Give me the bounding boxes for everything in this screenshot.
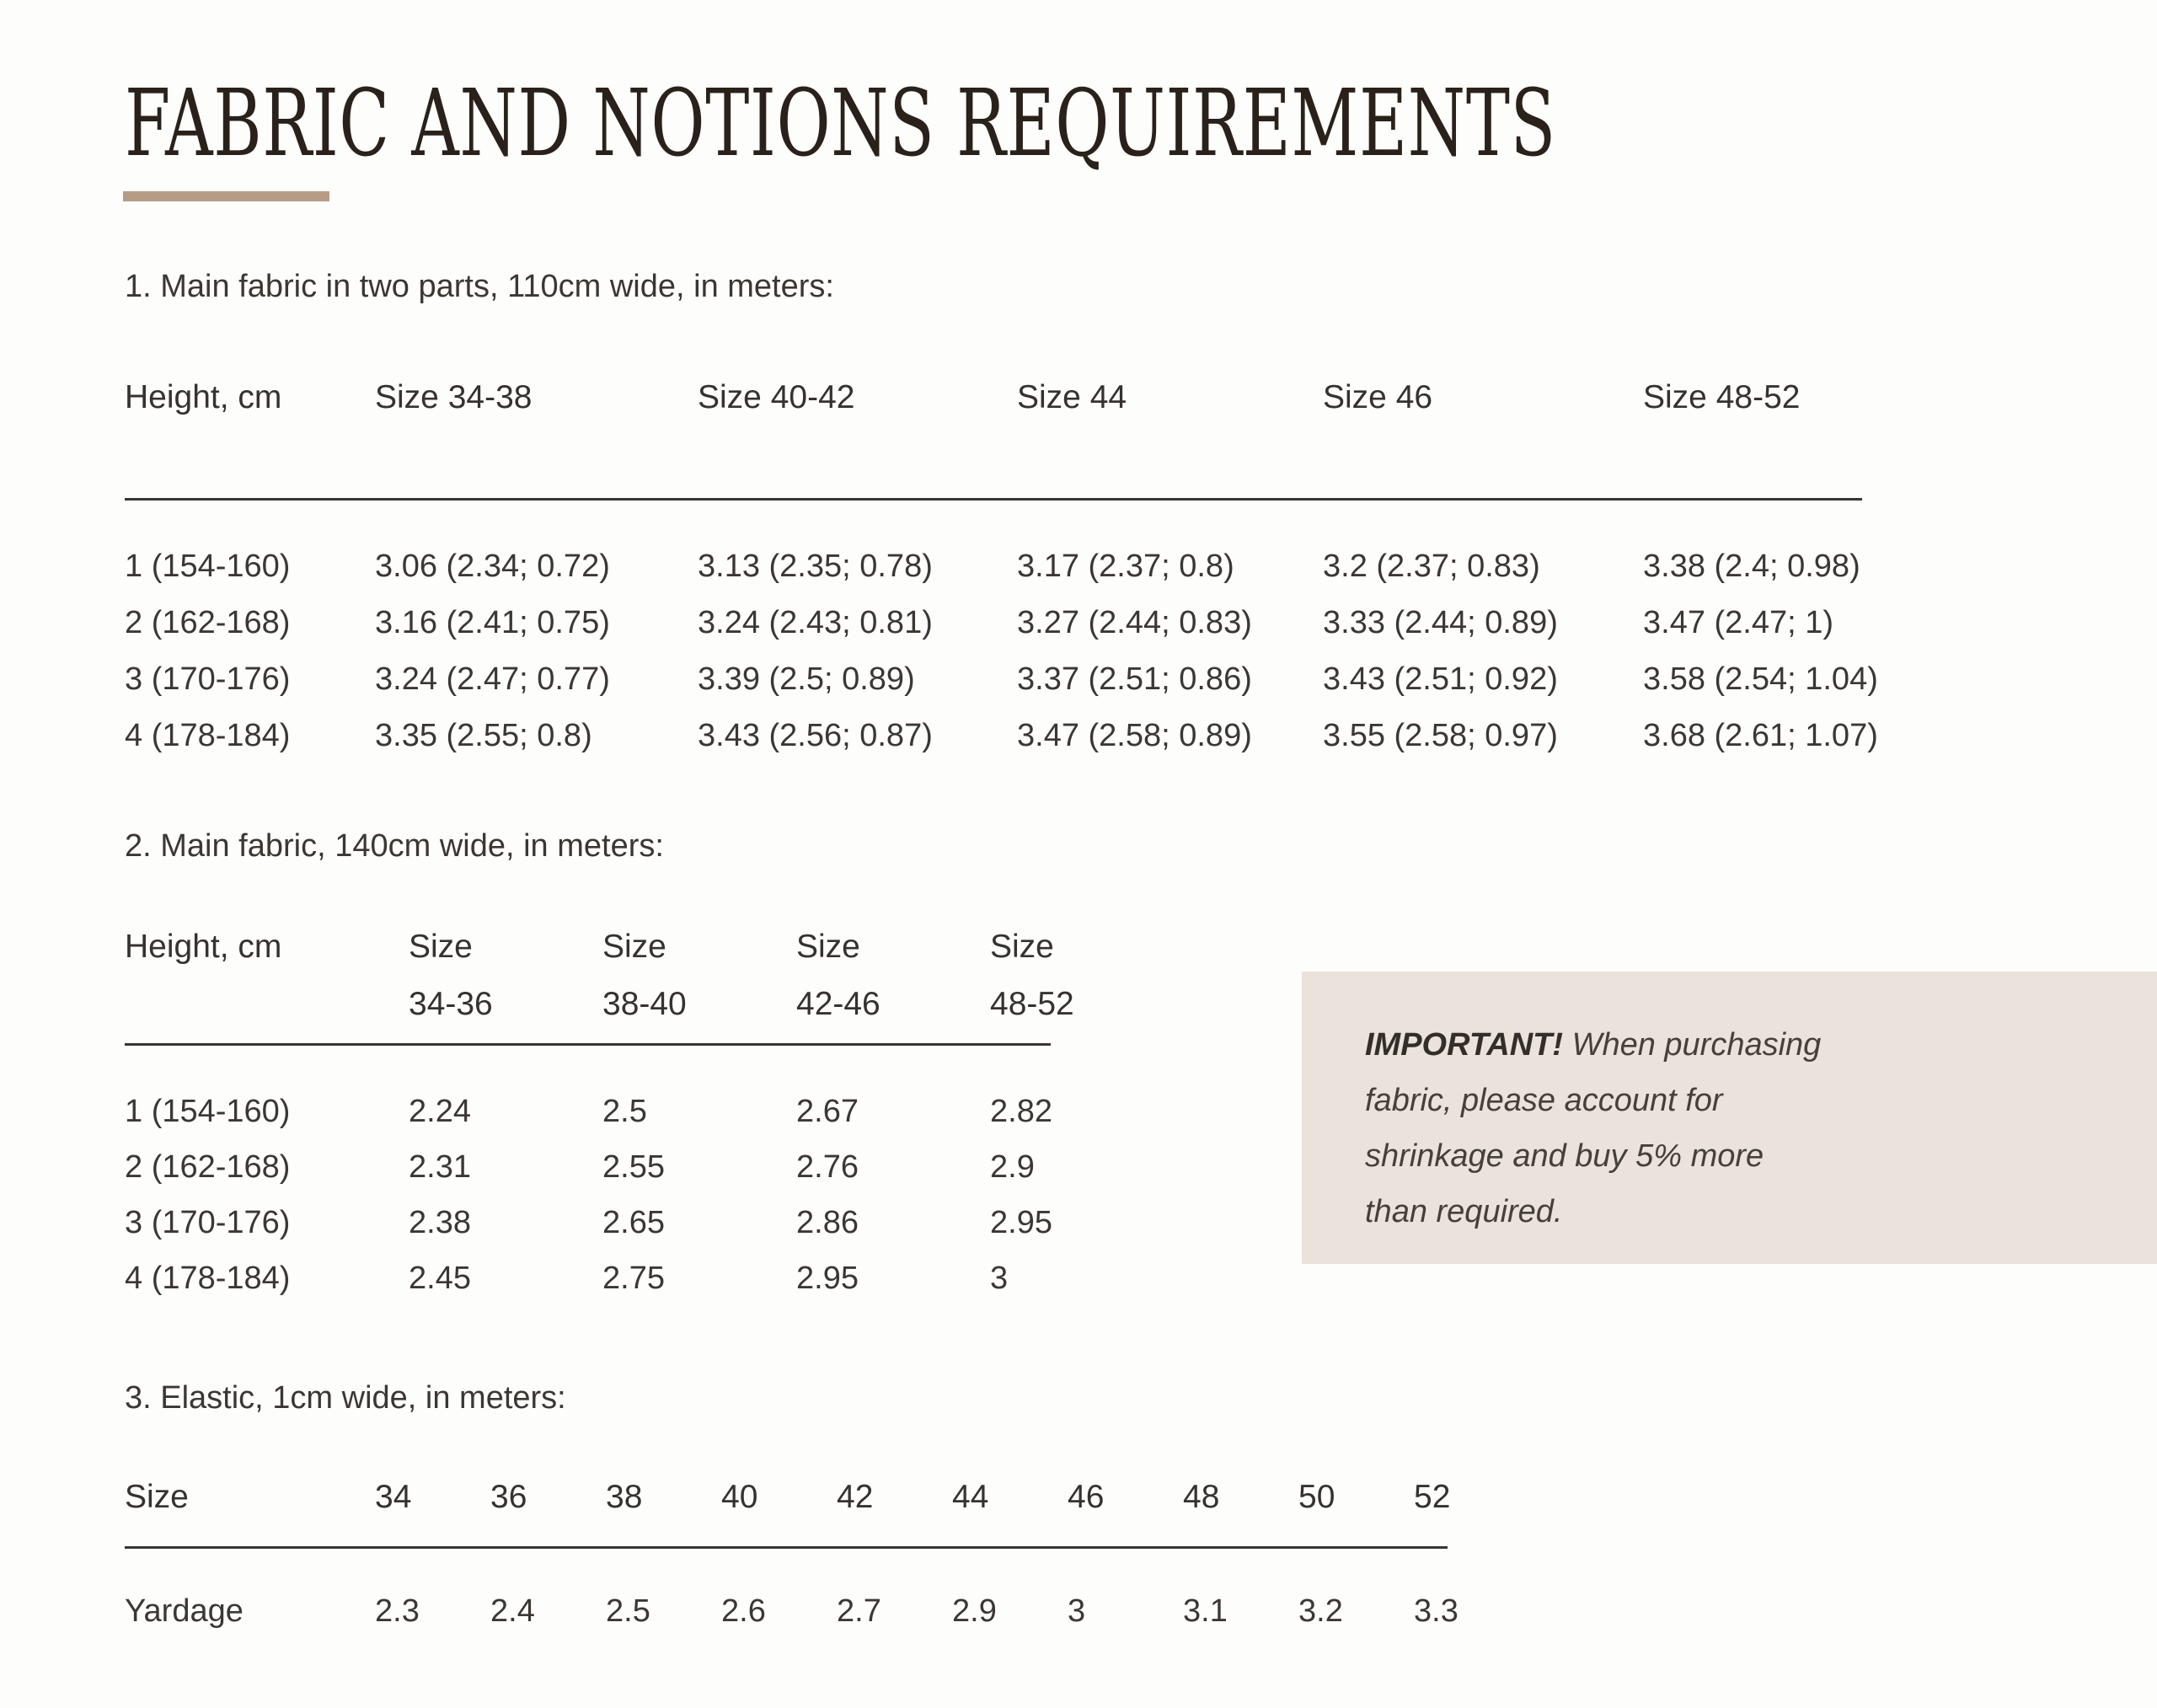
table-cell: 3.39 (2.5; 0.89)	[698, 661, 915, 697]
table-cell: 3.35 (2.55; 0.8)	[375, 718, 592, 753]
table-cell: 3.55 (2.58; 0.97)	[1323, 718, 1558, 753]
fabric-table-140cm	[125, 918, 1116, 1306]
section-1-heading: 1. Main fabric in two parts, 110cm wide, in meters:	[125, 269, 834, 304]
table-cell: 2.95	[796, 1261, 859, 1296]
spacer	[125, 501, 1934, 538]
title-accent-bar	[123, 191, 329, 201]
row-label: Yardage	[125, 1593, 244, 1629]
spacer	[125, 1549, 1529, 1583]
table-cell: 2.82	[990, 1094, 1052, 1129]
table-cell: 3.06 (2.34; 0.72)	[375, 549, 610, 584]
fabric-table-110cm	[125, 379, 1934, 764]
table-cell: 3.43 (2.56; 0.87)	[698, 718, 933, 753]
size-range: 42-46	[796, 986, 880, 1022]
table-cell: 2.9	[990, 1149, 1035, 1185]
table-cell: 3.58 (2.54; 1.04)	[1643, 661, 1878, 697]
size-column-header: 42	[837, 1479, 874, 1515]
table-cell: 3.47 (2.47; 1)	[1643, 605, 1834, 640]
row-label: 3 (170-176)	[125, 661, 291, 697]
column-header: Size 46	[1323, 379, 1433, 415]
column-header: Height, cm	[125, 929, 282, 965]
table-cell: 2.55	[602, 1149, 665, 1185]
yardage-value: 3.2	[1298, 1593, 1343, 1629]
row-label: 4 (178-184)	[125, 1261, 291, 1296]
size-word: Size	[602, 929, 666, 965]
column-header: Size 44	[1017, 379, 1127, 415]
note-line	[1365, 1017, 2056, 1073]
column-header: Size 34-38	[375, 379, 533, 415]
table-cell: 3.47 (2.58; 0.89)	[1017, 718, 1252, 753]
note-line: fabric, please account for	[1365, 1083, 1723, 1118]
table-cell: 3.37 (2.51; 0.86)	[1017, 661, 1252, 697]
size-range: 38-40	[602, 986, 687, 1022]
column-header	[990, 918, 1116, 1033]
section-2-heading: 2. Main fabric, 140cm wide, in meters:	[125, 828, 664, 864]
table-cell: 2.31	[409, 1149, 471, 1185]
table-cell: 3.33 (2.44; 0.89)	[1323, 605, 1558, 640]
table-cell: 2.76	[796, 1149, 859, 1185]
table-cell: 3.17 (2.37; 0.8)	[1017, 549, 1234, 584]
row-label: 1 (154-160)	[125, 1094, 291, 1129]
table-cell: 2.45	[409, 1261, 471, 1296]
note-label: IMPORTANT!	[1365, 1027, 1564, 1063]
table-cell: 2.65	[602, 1205, 665, 1240]
size-column-header: 48	[1183, 1479, 1220, 1515]
column-header	[409, 918, 602, 1033]
table-cell: 3.2 (2.37; 0.83)	[1323, 549, 1540, 584]
table-cell: 3.24 (2.47; 0.77)	[375, 661, 610, 697]
size-column-header: 40	[721, 1479, 758, 1515]
note-text: When purchasing	[1571, 1027, 1822, 1063]
table-cell: 2.38	[409, 1205, 471, 1240]
table-cell: 2.75	[602, 1261, 665, 1296]
size-word: Size	[990, 929, 1054, 965]
yardage-value: 2.9	[952, 1593, 997, 1629]
table-cell: 3.16 (2.41; 0.75)	[375, 605, 610, 640]
page-title: FABRIC AND NOTIONS REQUIREMENTS	[125, 69, 1556, 177]
note-line: shrinkage and buy 5% more	[1365, 1138, 1764, 1174]
column-header: Size 40-42	[698, 379, 855, 415]
yardage-value: 3	[1068, 1593, 1086, 1629]
yardage-value: 2.4	[490, 1593, 535, 1629]
yardage-value: 2.5	[606, 1593, 650, 1629]
spacer	[125, 1046, 1116, 1084]
row-label: 2 (162-168)	[125, 1149, 291, 1185]
table-cell: 3.68 (2.61; 1.07)	[1643, 718, 1878, 753]
table-cell: 3.43 (2.51; 0.92)	[1323, 661, 1558, 697]
table-cell: 3.13 (2.35; 0.78)	[698, 549, 933, 584]
row-label: 4 (178-184)	[125, 718, 291, 753]
size-range: 48-52	[990, 986, 1074, 1022]
column-header	[602, 918, 796, 1033]
column-header	[796, 918, 990, 1033]
size-column-header: 36	[490, 1479, 527, 1515]
yardage-value: 2.6	[721, 1593, 766, 1629]
size-range: 34-36	[409, 986, 493, 1022]
table-cell: 2.5	[602, 1094, 647, 1129]
important-note-box	[1302, 972, 2157, 1264]
yardage-value: 3.3	[1414, 1593, 1459, 1629]
size-column-header: 34	[375, 1479, 412, 1515]
row-label: 1 (154-160)	[125, 549, 291, 584]
row-header: Size	[125, 1479, 189, 1515]
table-cell: 3.24 (2.43; 0.81)	[698, 605, 933, 640]
size-column-header: 38	[606, 1479, 643, 1515]
size-column-header: 44	[952, 1479, 989, 1515]
column-header: Height, cm	[125, 379, 282, 415]
table-cell: 3	[990, 1261, 1009, 1296]
yardage-value: 2.7	[837, 1593, 881, 1629]
table-cell: 2.86	[796, 1205, 859, 1240]
size-word: Size	[409, 929, 473, 965]
size-column-header: 46	[1068, 1479, 1105, 1515]
table-cell: 2.24	[409, 1094, 471, 1129]
section-3-heading: 3. Elastic, 1cm wide, in meters:	[125, 1380, 566, 1416]
table-cell: 3.27 (2.44; 0.83)	[1017, 605, 1252, 640]
row-label: 2 (162-168)	[125, 605, 291, 640]
elastic-table	[125, 1479, 1529, 1639]
note-line: than required.	[1365, 1194, 1563, 1229]
size-column-header: 52	[1414, 1479, 1451, 1515]
size-word: Size	[796, 929, 860, 965]
yardage-value: 2.3	[375, 1593, 420, 1629]
table-cell: 2.67	[796, 1094, 859, 1129]
column-header: Size 48-52	[1643, 379, 1801, 415]
yardage-value: 3.1	[1183, 1593, 1228, 1629]
table-cell: 2.95	[990, 1205, 1052, 1240]
size-column-header: 50	[1298, 1479, 1335, 1515]
table-cell: 3.38 (2.4; 0.98)	[1643, 549, 1860, 584]
row-label: 3 (170-176)	[125, 1205, 291, 1240]
